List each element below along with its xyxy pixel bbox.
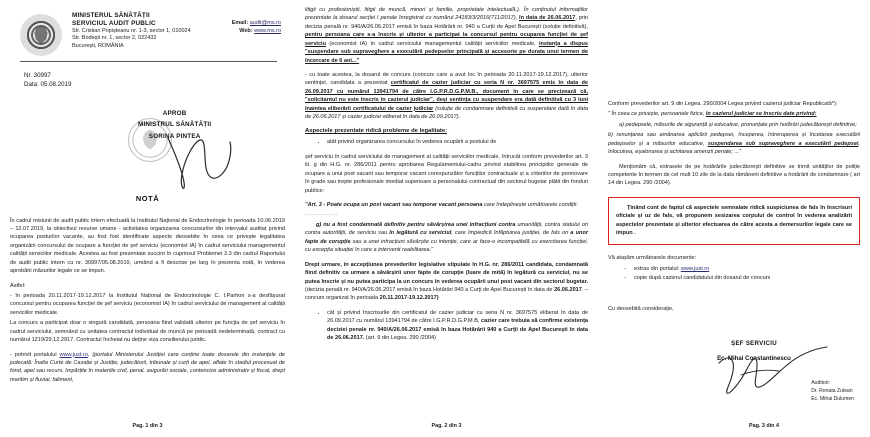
just-ro-link[interactable]: www.just.ro — [59, 351, 88, 358]
paragraph-e-bold: Drept urmare, în accepțiunea prevederilor legislative stipulate în H.G. nr. 286/2011 candidata, condamnată fiind definitiv ca urmare a săvârșirii unor fapte de corupție (luare de mită) în legătură cu serviciul, nu se putea înscrie și nu putea participa la un concurs în vederea ocupării unui post vacant din sectorul bugetar. — [305, 261, 588, 285]
approval-text — [138, 108, 211, 143]
bullet-2-normal-2: (art. 9 din Legea. 290 /2004) — [364, 335, 436, 342]
art3-g-bold-1: nu a fost condamnată definitiv pentru săvârșirea unei infracțiuni contra — [323, 222, 516, 228]
paragraph-e-normal-2: . – concurs organizat în perioada — [305, 286, 589, 302]
web-line — [232, 28, 281, 36]
letterhead — [10, 6, 285, 56]
paragraph-e — [305, 261, 588, 303]
attachments-list — [608, 265, 860, 283]
paragraph-d-italic: (soluție de condamnare definitivă cu suspendare dată în data de 26.06.2017 și cazier judiciar eliberat în data de 26.09.2017). — [305, 105, 589, 121]
recommendation-text: Ținând cont de faptul că aspectele semnalate ridică suspiciunea de fals în înscrisuri oficiale și uz de fals, vă propunem sesizarea corpului de control în vederea analizării aspectelor prezentate și ulterior efectuarea de către acesta a demersurilor legale care se impun . — [616, 204, 852, 237]
email-label: Email: — [231, 20, 249, 26]
art3-quote-bold: "Art. 3 - Poate ocupa un post vacant sau temporar vacant persoana — [305, 201, 483, 208]
art3-quote-lead — [305, 201, 588, 209]
address-line-1: Str. Cristian Popișteanu nr. 1-3, sector 1, 010024 — [72, 28, 191, 35]
paragraph-b-pre: - potrivit portalului — [10, 351, 60, 358]
attachments-label: Vă atașăm următoarele documente: — [608, 255, 697, 262]
law-intro: Conform prevederilor art. 9 din Legea. 290/2004 Legea privind cazierul judiciar Republicată*): — [608, 101, 838, 107]
paragraph-a2: La concurs a participat doar o singură candidată, persoana fiind validată ulterior pe funcția de șef serviciu în cadrul serviciului, semnând cu unitatea contractul individual de muncă pe perioadă nedeterminată, contract cu numărul 1219/29.12.2917. Contractul încheiat nu deține viza consilierului juridic. — [10, 320, 285, 344]
attachment-just-ro-link[interactable]: www.just.ro — [680, 265, 710, 272]
art3-quote-g — [305, 221, 588, 255]
law-item-b — [608, 131, 860, 156]
auditors-block — [811, 379, 854, 403]
page-1-footer: Pag. 1 din 3 — [132, 423, 163, 429]
astfel-label: Astfel: — [10, 282, 26, 289]
page-2-footer: Pag. 2 din 3 — [431, 423, 462, 429]
paragraph-e-bold-3: 20.11.2017-19.12.2017) — [379, 295, 439, 302]
paragraph-b-post: , (portalul Ministerului Justiției care conține toate dosarele din instanțele de judecată: Înalta Curte de Casație și Justiție, judecătorii, tribunale și curți de apel, aflate în stadiul procesual de fond, apel sau recurs, împărțite în materiile civil, penal, asigurări sociale, contencios administrativ și fiscal, drept maritim și fluvial, faliment, — [10, 351, 285, 383]
auditor-name-1: Dr. Renata Zulean — [811, 387, 853, 394]
law-quote-intro — [608, 110, 860, 118]
document-page-2 — [295, 0, 598, 437]
page-3-footer: Pag. 3 din 4 — [749, 423, 779, 429]
signatory-name: Ec. Mihai Constantinescu — [717, 355, 791, 363]
paragraph-c — [305, 6, 588, 65]
address-line-3: București, ROMÂNIA — [72, 42, 124, 49]
address-line-2: Str. Bodești nr. 1, sector 2, 022432 — [72, 35, 157, 42]
legality-bullet-list-2 — [305, 309, 588, 343]
law-quote-italic: " În ceea ce privește, persoanele fizice, — [608, 111, 706, 118]
law-quote-underline: în cazierul judiciar se înscriu date privind: — [705, 111, 817, 118]
approval-role: MINISTRUL SĂNĂTĂȚII — [138, 121, 212, 129]
attachment-item-1 — [634, 265, 860, 273]
paragraph-c-part1: litigii cu profesioniștii, litigii de muncă, minori și familie, proprietate intelectuală.). În conținutul informațiilor prezentate la dosarul secției I penale înregistrat cu numărul 24183/3/2016(711/2017), — [305, 7, 588, 22]
bullet-1-continuation: șef serviciu în cadrul serviciului de management al calității serviciilor medicale, întrucât conform prevederilor art. 3 lit. g din H.G. nr. 286/2011 pentru aprobarea Regulamentului-cadru privind stabilirea principiilor generale de ocupare a unui post vacant sau temporar vacant corespunzător funcțiilor contractuale și a criteriilor de promovare în grade sau trepte profesionale imediat superioare a personalului contractual din sectorul bugetar plătit din fonduri publice: — [305, 153, 588, 194]
organization-name-line2: SERVICIUL AUDIT PUBLIC — [72, 19, 156, 27]
header-divider — [20, 61, 277, 62]
auditor-name-2: Ec. Mihai Dulumen — [811, 395, 854, 402]
signatory-role: ȘEF SERVICIU — [731, 340, 777, 348]
bullet-2-bold: cazier care trebuia să confirme existența deciziei penale nr. 940/A/26.06.2017 emisă în baza Hotărârii 940 a Curții de Apel București în data de 26.06.2017. — [327, 318, 589, 342]
letterhead-text — [72, 12, 232, 49]
art3-g-italic-1: umanității, contra statului ori contra autorității, de serviciu sau — [305, 222, 588, 237]
law-item-b-part1: b) renunțarea sau amânarea aplicării pedepsei, începerea, întreruperea și încetarea executării pedepselor și a măsurilor educative, — [608, 132, 860, 147]
registration-block — [24, 71, 285, 90]
legality-heading: Aspectele prezentate ridică probleme de legalitate: — [305, 128, 448, 135]
paragraph-c-underline-2: pentru persoana care s-a înscris și ulterior a participat la concursul pentru ocuparea funcției de șef serviciu — [305, 32, 588, 47]
attachment-1-label: extras din portalul: — [634, 265, 681, 272]
page-title: NOTĂ — [135, 193, 160, 203]
paragraph-b — [10, 351, 285, 385]
paragraph-a1: - în perioada 20.11.2017-19.12.2017 la Institutul Național de Endocrinologie C. I.Parhon s-a desfășurat concursul pentru ocuparea funcției de șef serviciu (economist IA) în cadrul serviciului de management al calității serviciilor medicale. — [10, 292, 285, 316]
mention-paragraph: Menționăm că, extrasele de pe hotărârile judecătorești definitive se trimit unităților de poliție competente în termen de cel mult 10 zile de la data rămânerii definitive a hotărârii de condamnare ( art 14 din Legea. 290 /2004). — [608, 163, 860, 187]
registration-number: Nr. 30997 — [24, 72, 51, 79]
art3-g-bold-3: a unor fapte de corupție — [305, 230, 588, 245]
auditors-label: Auditori: — [811, 379, 830, 386]
signature-block — [608, 339, 860, 364]
art3-g-italic-2: , care împiedică înfăptuirea justiției, de fals ori — [451, 230, 571, 237]
art3-g-marker: g) — [316, 222, 324, 228]
document-page-3 — [598, 0, 870, 437]
approval-label: APROB — [162, 109, 187, 117]
paragraph-c-underline-1: în data de 26.06.2017 — [519, 15, 576, 22]
paragraph-d-underline-1: certificatul de cazier judiciar cu seria N nr. 3697575 emis în data de 26.09.2017 cu numărul 13941794 de către I.G.P.R.D.G.P.M.B., — [305, 80, 588, 95]
paragraph-c-part2: , prin decizia penală nr. 940/A/26.06.2017 emisă în baza Hotărârii nr. 940 a Curții de Apel București (soluție definitivă), — [305, 15, 588, 30]
art3-quote-ellipsis: .............. — [305, 211, 339, 218]
art3-g-bold-2: în legătură cu serviciul — [389, 230, 452, 237]
paragraph-c-underline-3: instanța a dispus "suspendare sub supraveghere a executării pedepselor principală și accesorie pe durata unui termen de încercare de 6 ani..." — [305, 40, 588, 64]
law-item-b-part2: , înlocuirea, eșalonarea și achitarea amenzii penale; ..." — [608, 140, 860, 156]
closing-line: Cu deosebită considerație, — [608, 305, 674, 312]
bullet-1-lead: atât privind organizarea concursului în vederea ocupării a postului de — [327, 139, 497, 146]
attachment-item-2: - copie după cazierul candidatului din dosarul de concurs — [634, 274, 860, 282]
law-item-b-underline: suspendarea sub supraveghere a executării pedepsei — [707, 140, 859, 147]
email-line — [232, 20, 281, 28]
paragraph-c-part3: (economist IA) în cadrul serviciului managementul calității serviciilor medicale, — [325, 40, 539, 47]
paragraph-e-bold-2: 26.06.2017 — [554, 286, 582, 293]
paragraph-e-normal: (decizia penală nr. 940/A/26.06.2017 emisă în baza Hotărâri 940 a Curți de Apel București în data de — [305, 286, 555, 293]
legality-bullet-2 — [327, 309, 588, 343]
law-item-a: a) pedepsele, măsurile de siguranță și educative, pronunțate prin hotărâri judecătorești definitive; — [619, 121, 857, 128]
art3-g-italic-3: sau a unei infracțiuni săvârșite cu intenție, care ar face-o incompatibilă cu exercitarea funcției, cu excepția situației în care a intervenit reabilitarea." — [305, 238, 588, 254]
page-3-body — [608, 6, 860, 402]
web-value[interactable]: www.ms.ro — [254, 27, 281, 34]
legality-bullet-list-1 — [305, 138, 588, 146]
page-2-body — [305, 6, 588, 342]
legality-bullet-1 — [327, 138, 588, 146]
intro-paragraph: În cadrul misiunii de audit public intern efectuată la Institutul Național de Endocrinologie în perioada 10.06.2019 – 12.07.2019, la obiectivul resurse umane - activitatea organizarea concursurilor din intervalul auditat privind ocuparea posturilor vacante, au fost fost identificate aspecte deosebite în ceea ce privește legalitatea organizării concursului de ocupare a funcției de șef serviciu (economist IA) în cadrul serviciului managementul calității serviciilor medicale. Acestea au fost prezentate succint în cuprinsul Problemei 3.3 din cadrul Raportului de audit public intern cu nr. 30997/05.08.2019, urmând a fi descrise pe larg în prezenta notă, în vederea aprobării măsurilor legale ce se impun. — [10, 217, 285, 275]
web-label: Web: — [239, 27, 253, 34]
email-value[interactable]: audit@ms.ro — [249, 20, 281, 26]
highlighted-recommendation-box — [608, 197, 860, 246]
contact-block — [232, 12, 281, 36]
coat-of-arms-icon — [20, 14, 62, 56]
registration-date: Data: 05.08.2019 — [24, 81, 72, 89]
bullet-2-normal: cât și privind înscrisurile din certificatul de cazier judiciar cu seria N nr. 3697575 eliberat în data de 26.09.2017 cu numărul 13941794 de către I.G.P.R.D.G.P.M.B, — [327, 309, 588, 325]
paragraph-d-part1: - cu toate acestea, la dosarul de concurs (concurs care a avut loc în perioada 20.11.2017-19.12.2017), ulterior sentinței, candidata a prezentat — [305, 71, 588, 87]
paragraph-d — [305, 71, 588, 122]
paragraph-d-underline-2: document în care se precizează că, "solicitantul nu este înscris în cazierul judiciar", deși sentința cu suspendare era dată definitivă cu 3 luni înaintea eliberării certificatului de cazier judiciar — [305, 88, 588, 112]
approval-name: SORINA PINTEA — [148, 132, 201, 140]
approval-block — [10, 96, 285, 192]
page-1-body — [10, 217, 285, 385]
document-page-1 — [0, 0, 295, 437]
organization-name-line1: MINISTERUL SĂNĂTĂȚII — [72, 12, 150, 19]
art3-quote-italic: care îndeplinește următoarele condiții: — [482, 201, 578, 208]
